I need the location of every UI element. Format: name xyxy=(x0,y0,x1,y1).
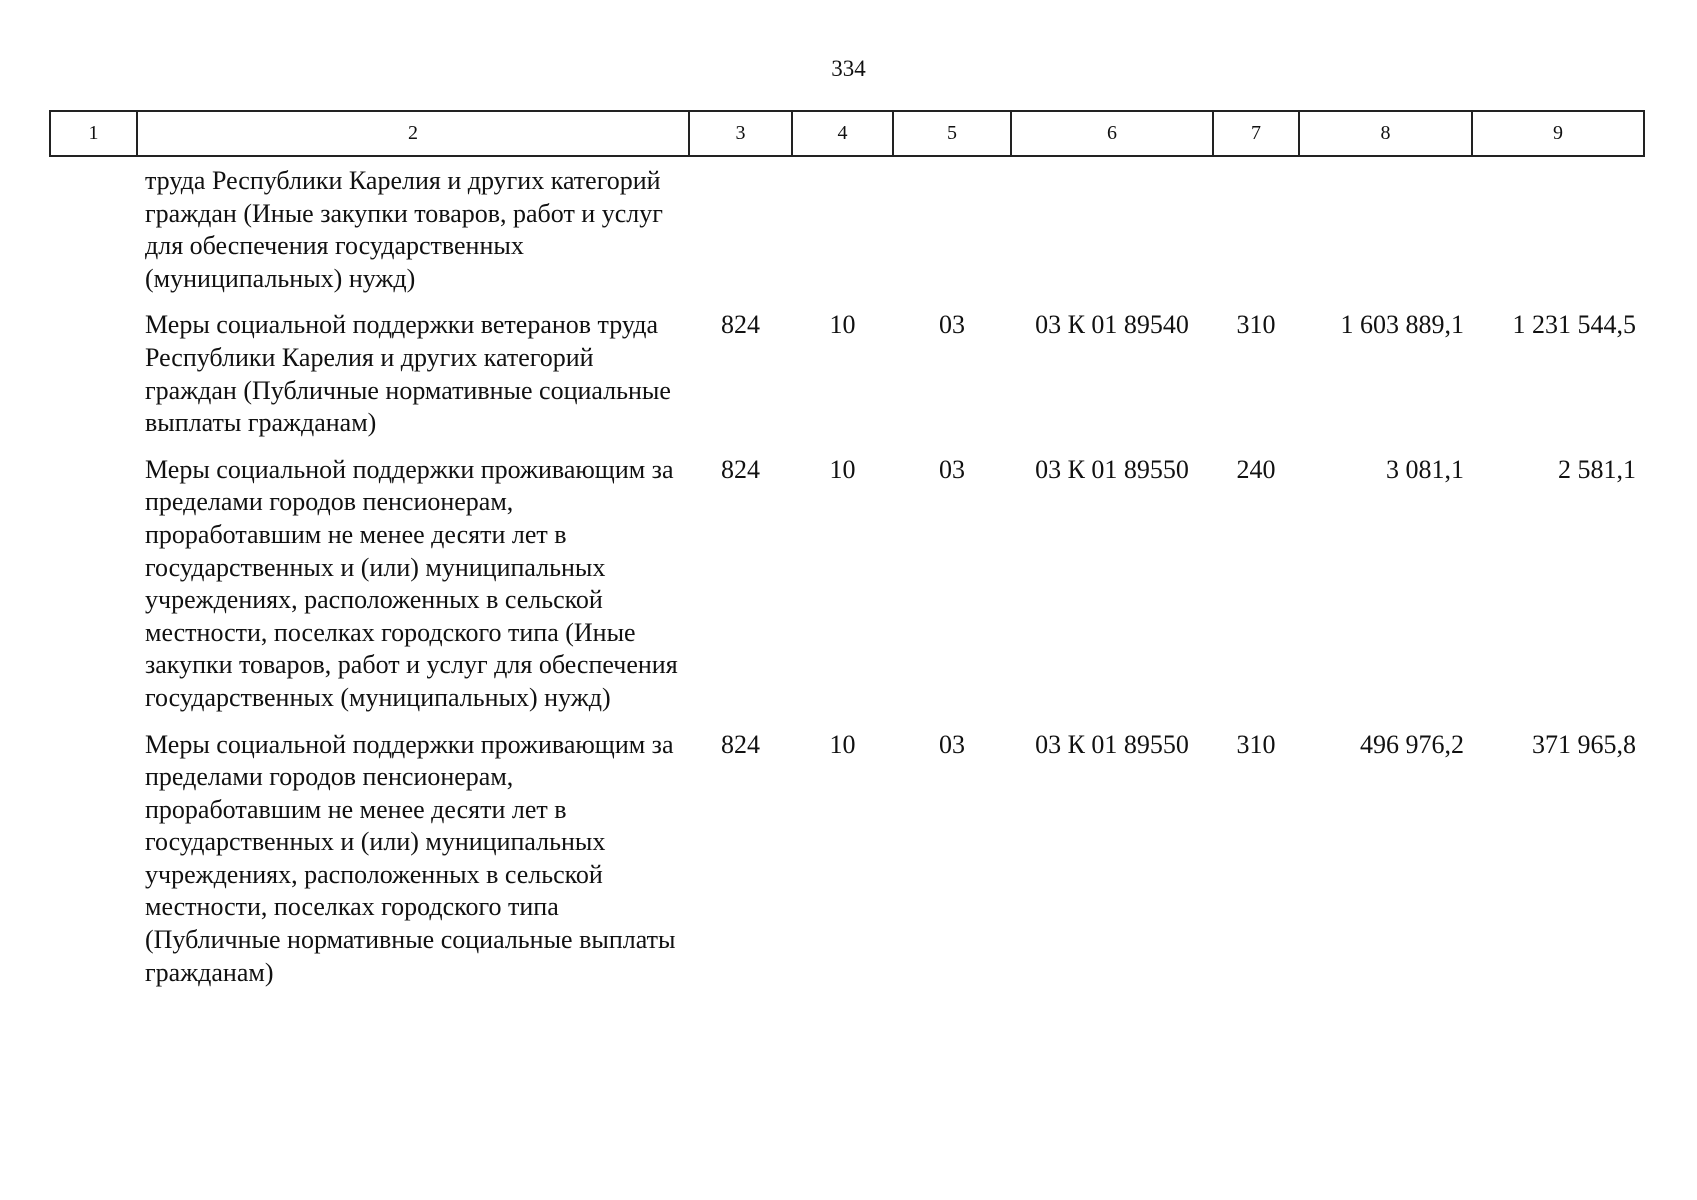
table-header-row xyxy=(50,111,1644,156)
column-header-8: 8 xyxy=(1299,111,1472,156)
column-header-5: 5 xyxy=(893,111,1011,156)
column-header-9: 9 xyxy=(1472,111,1644,156)
cell-target-article: 03 К 01 89550 xyxy=(1035,729,1189,759)
cell-expense-type: 310 xyxy=(1236,729,1276,759)
page-number: 334 xyxy=(831,56,866,81)
table-row xyxy=(50,715,1644,990)
cell-subsection-code: 03 xyxy=(939,454,965,484)
cell-expense-type: 310 xyxy=(1236,310,1276,340)
column-header-6: 6 xyxy=(1011,111,1213,156)
cell-subsection-code: 03 xyxy=(939,310,965,340)
cell-section-code: 10 xyxy=(829,729,856,759)
cell-amount-2: 1 231 544,5 xyxy=(1512,310,1636,340)
cell-target-article: 03 К 01 89540 xyxy=(1035,310,1189,340)
row-index-cell xyxy=(50,715,137,990)
column-header-3: 3 xyxy=(689,111,792,156)
row-description: Меры социальной поддержки ветеранов труда Республики Карелия и других категорий граждан (Публичные нормативные социальные выплаты гражданам) xyxy=(145,310,671,438)
row-index-cell xyxy=(50,440,137,715)
cell-expense-type xyxy=(1213,156,1299,295)
cell-amount-1: 3 081,1 xyxy=(1386,454,1464,484)
cell-amount-2 xyxy=(1472,156,1644,295)
column-header-4: 4 xyxy=(792,111,893,156)
row-index-cell xyxy=(50,295,137,439)
cell-target-article: 03 К 01 89550 xyxy=(1035,454,1189,484)
cell-ministry-code xyxy=(689,156,792,295)
cell-amount-2: 371 965,8 xyxy=(1532,729,1636,759)
table-row xyxy=(50,156,1644,295)
cell-subsection-code: 03 xyxy=(939,729,965,759)
column-header-7: 7 xyxy=(1213,111,1299,156)
table-row xyxy=(50,440,1644,715)
cell-expense-type: 240 xyxy=(1236,454,1276,484)
cell-amount-1: 1 603 889,1 xyxy=(1340,310,1464,340)
budget-table xyxy=(49,110,1645,989)
cell-ministry-code: 824 xyxy=(721,729,760,759)
cell-amount-2: 2 581,1 xyxy=(1558,454,1636,484)
cell-section-code xyxy=(792,156,893,295)
row-description: Меры социальной поддержки проживающим за пределами городов пенсионерам, проработавшим не менее десяти лет в государственных и (или) муниципальных учреждениях, расположенных в сельской местности, поселках городского типа (Иные закупки товаров, работ и услуг для обеспечения государственных (муниципальных) нужд) xyxy=(145,454,678,712)
row-description: Меры социальной поддержки проживающим за пределами городов пенсионерам, проработавшим не менее десяти лет в государственных и (или) муниципальных учреждениях, расположенных в сельской местности, поселках городского типа (Публичные нормативные социальные выплаты гражданам) xyxy=(145,729,676,987)
cell-ministry-code: 824 xyxy=(721,454,760,484)
table-row xyxy=(50,295,1644,439)
column-header-2: 2 xyxy=(137,111,689,156)
cell-section-code: 10 xyxy=(829,310,856,340)
cell-amount-1 xyxy=(1299,156,1472,295)
cell-amount-1: 496 976,2 xyxy=(1360,729,1464,759)
column-header-1: 1 xyxy=(50,111,137,156)
row-description: труда Республики Карелия и других категорий граждан (Иные закупки товаров, работ и услуг для обеспечения государственных (муниципальных) нужд) xyxy=(145,166,663,293)
cell-ministry-code: 824 xyxy=(721,310,760,340)
cell-target-article xyxy=(1011,156,1213,295)
cell-section-code: 10 xyxy=(829,454,856,484)
row-index-cell xyxy=(50,156,137,295)
cell-subsection-code xyxy=(893,156,1011,295)
